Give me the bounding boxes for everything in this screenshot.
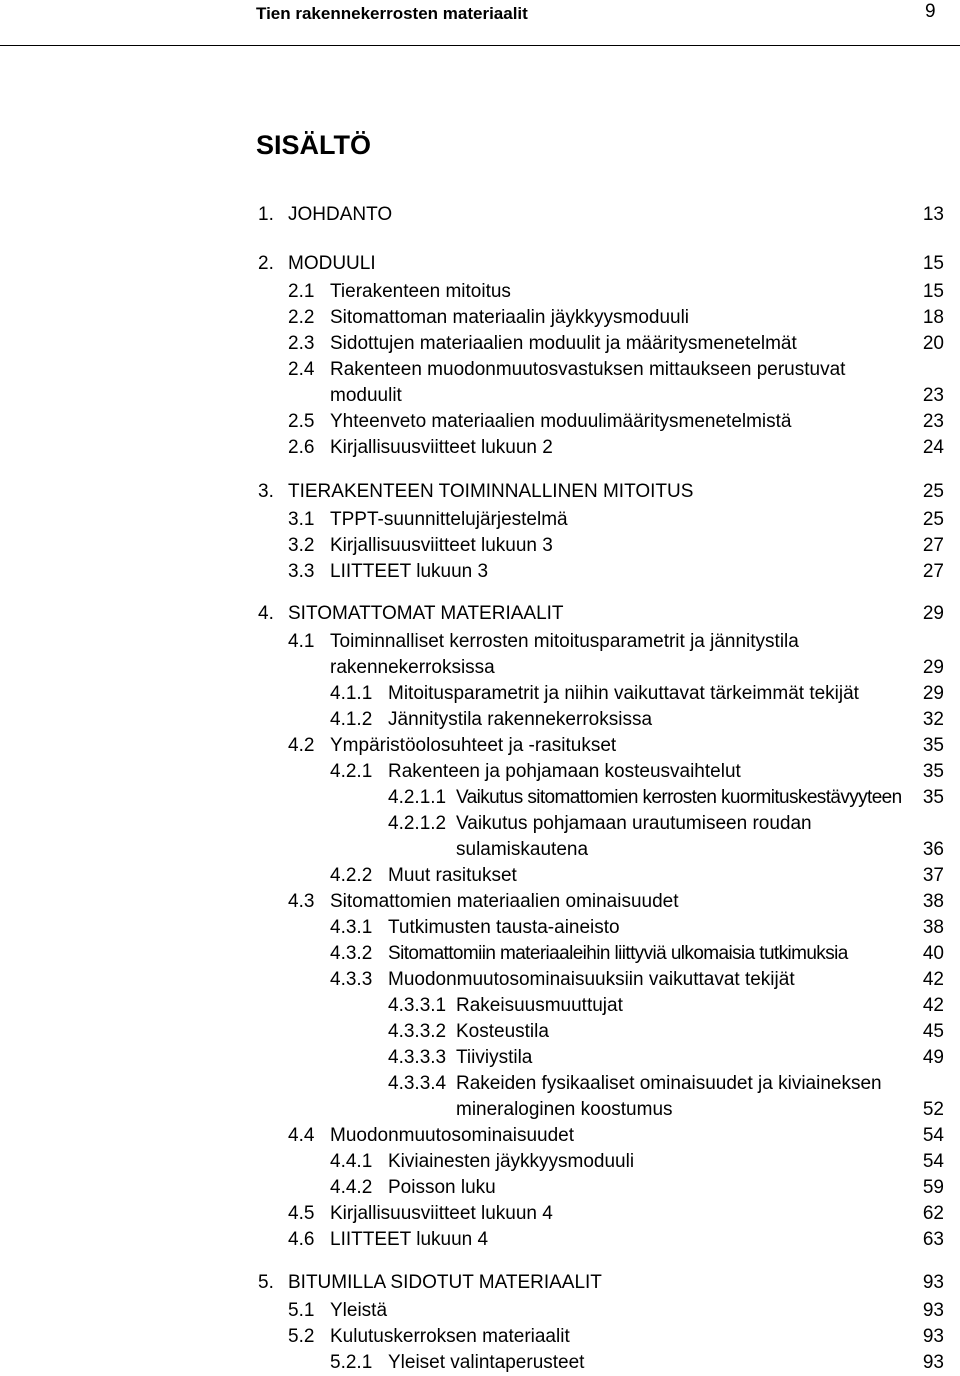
toc-entry-page: 93 xyxy=(922,1352,944,1373)
toc-entry-page: 62 xyxy=(922,1203,944,1224)
toc-entry-number: 4.3.3 xyxy=(330,969,373,990)
toc-entry-page: 49 xyxy=(922,1047,944,1068)
toc-entry xyxy=(0,306,944,330)
toc-entry-number: 3.2 xyxy=(288,535,315,556)
toc-entry-page: 93 xyxy=(922,1300,944,1321)
toc-entry-number: 2.4 xyxy=(288,359,315,380)
toc-entry-number: 4.1 xyxy=(288,631,315,652)
toc-entry-label: JOHDANTO xyxy=(288,204,393,225)
toc-entry xyxy=(0,560,944,584)
toc-entry-number: 3.3 xyxy=(288,561,315,582)
toc-entry-number: 4.3.2 xyxy=(330,943,373,964)
toc-entry-page: 32 xyxy=(922,709,944,730)
toc-entry xyxy=(0,994,944,1018)
toc-entry-label: Muodonmuutosominaisuuksiin vaikuttavat tekijät xyxy=(388,969,795,990)
toc-entry xyxy=(0,1124,944,1148)
toc-entry-label: SITOMATTOMAT MATERIAALIT xyxy=(288,603,564,624)
toc-entry-page: 35 xyxy=(922,787,944,808)
toc-entry xyxy=(0,1020,944,1044)
toc-entry-label: Sidottujen materiaalien moduulit ja määritysmenetelmät xyxy=(330,333,797,354)
toc-entry-page: 29 xyxy=(922,603,944,624)
toc-entry-label: Yleiset valintaperusteet xyxy=(388,1352,585,1373)
toc-entry-label: Rakenteen muodonmuutosvastuksen mittaukseen perustuvat xyxy=(330,359,846,380)
toc-entry-label: Kiviainesten jäykkyysmoduuli xyxy=(388,1151,635,1172)
toc-entry-page: 59 xyxy=(922,1177,944,1198)
toc-entry-label: BITUMILLA SIDOTUT MATERIAALIT xyxy=(288,1272,602,1293)
toc-entry-label: sulamiskautena xyxy=(456,839,589,860)
toc-entry xyxy=(0,410,944,434)
toc-entry-page: 42 xyxy=(922,969,944,990)
toc-entry-page: 37 xyxy=(922,865,944,886)
toc-entry xyxy=(0,708,944,732)
toc-entry-label: Poisson luku xyxy=(388,1177,496,1198)
toc-entry-label: Ympäristöolosuhteet ja -rasitukset xyxy=(330,735,617,756)
toc-entry xyxy=(0,1176,944,1200)
toc-entry-label: Sitomattomiin materiaaleihin liittyviä ulkomaisia tutkimuksia xyxy=(388,943,848,964)
toc-entry xyxy=(0,1098,944,1122)
toc-entry xyxy=(0,436,944,460)
toc-entry xyxy=(0,508,944,532)
toc-entry xyxy=(0,203,944,227)
toc-entry-label: LIITTEET lukuun 4 xyxy=(330,1229,489,1250)
toc-entry-label: Rakeiden fysikaaliset ominaisuudet ja kiviaineksen xyxy=(456,1073,882,1094)
toc-entry-page: 40 xyxy=(922,943,944,964)
toc-entry xyxy=(0,332,944,356)
toc-entry-number: 2.1 xyxy=(288,281,315,302)
toc-entry-number: 4.1.2 xyxy=(330,709,373,730)
toc-entry xyxy=(0,734,944,758)
toc-entry-page: 13 xyxy=(922,204,944,225)
toc-entry xyxy=(0,968,944,992)
toc-entry-number: 4.3.3.1 xyxy=(388,995,447,1016)
toc-entry-label: Tiiviystila xyxy=(456,1047,533,1068)
toc-entry-label: mineraloginen koostumus xyxy=(456,1099,673,1120)
toc-entry-label: TPPT-suunnittelujärjestelmä xyxy=(330,509,568,530)
toc-entry xyxy=(0,630,944,654)
toc-entry-number: 5.2.1 xyxy=(330,1352,373,1373)
toc-entry-number: 4.2.2 xyxy=(330,865,373,886)
toc-entry-number: 4.4 xyxy=(288,1125,315,1146)
toc-entry-page: 54 xyxy=(922,1151,944,1172)
toc-entry-page: 29 xyxy=(922,683,944,704)
toc-entry xyxy=(0,1150,944,1174)
toc-entry-number: 4.2 xyxy=(288,735,315,756)
toc-entry-label: Rakeisuusmuuttujat xyxy=(456,995,623,1016)
toc-entry-page: 93 xyxy=(922,1272,944,1293)
toc-entry-page: 18 xyxy=(922,307,944,328)
toc-entry-page: 15 xyxy=(922,253,944,274)
toc-entry-page: 35 xyxy=(922,735,944,756)
toc-entry-number: 4.6 xyxy=(288,1229,315,1250)
toc-entry-page: 25 xyxy=(922,481,944,502)
toc-entry xyxy=(0,864,944,888)
toc-entry-page: 63 xyxy=(922,1229,944,1250)
toc-entry xyxy=(0,252,944,276)
toc-entry-label: Mitoitusparametrit ja niihin vaikuttavat tärkeimmät tekijät xyxy=(388,683,859,704)
toc-entry xyxy=(0,1271,944,1295)
toc-entry xyxy=(0,534,944,558)
toc-entry xyxy=(0,280,944,304)
toc-entry xyxy=(0,1072,944,1096)
toc-entry-page: 23 xyxy=(922,411,944,432)
toc-entry-label: Muut rasitukset xyxy=(388,865,517,886)
toc-entry-page: 52 xyxy=(922,1099,944,1120)
toc-entry-label: moduulit xyxy=(330,385,402,406)
toc-entry xyxy=(0,480,944,504)
toc-entry-label: Vaikutus pohjamaan urautumiseen roudan xyxy=(456,813,812,834)
toc-entry-label: LIITTEET lukuun 3 xyxy=(330,561,489,582)
toc-entry xyxy=(0,656,944,680)
toc-entry-page: 36 xyxy=(922,839,944,860)
toc-entry xyxy=(0,1351,944,1375)
toc-entry-number: 2.6 xyxy=(288,437,315,458)
toc-entry-page: 38 xyxy=(922,917,944,938)
toc-entry-label: Yleistä xyxy=(330,1300,388,1321)
toc-entry-page: 38 xyxy=(922,891,944,912)
toc-entry-number: 5. xyxy=(258,1272,274,1293)
toc-entry-number: 4.2.1.1 xyxy=(388,787,447,808)
toc-entry-page: 23 xyxy=(922,385,944,406)
toc-entry-label: Kirjallisuusviitteet lukuun 2 xyxy=(330,437,553,458)
toc-title: SISÄLTÖ xyxy=(256,130,372,160)
toc-entry-label: Rakenteen ja pohjamaan kosteusvaihtelut xyxy=(388,761,741,782)
toc-entry xyxy=(0,890,944,914)
toc-entry-page: 20 xyxy=(922,333,944,354)
toc-entry-label: Kirjallisuusviitteet lukuun 3 xyxy=(330,535,553,556)
toc-entry xyxy=(0,1046,944,1070)
toc-entry-number: 1. xyxy=(258,204,274,225)
toc-entry-label: Kulutuskerroksen materiaalit xyxy=(330,1326,570,1347)
toc-entry-number: 5.1 xyxy=(288,1300,315,1321)
toc-entry-label: Toiminnalliset kerrosten mitoitusparametrit ja jännitystila xyxy=(330,631,799,652)
toc-entry-number: 4.3.3.3 xyxy=(388,1047,447,1068)
toc-entry-number: 4.2.1 xyxy=(330,761,373,782)
toc-entry-label: Sitomattoman materiaalin jäykkyysmoduuli xyxy=(330,307,690,328)
toc-entry-number: 4.4.1 xyxy=(330,1151,373,1172)
toc-entry-number: 4.5 xyxy=(288,1203,315,1224)
toc-entry-number: 3.1 xyxy=(288,509,315,530)
toc-entry-number: 5.2 xyxy=(288,1326,315,1347)
toc-entry-page: 27 xyxy=(922,561,944,582)
toc-entry xyxy=(0,812,944,836)
toc-entry-label: Yhteenveto materiaalien moduulimääritysmenetelmistä xyxy=(330,411,792,432)
toc-entry xyxy=(0,1299,944,1323)
toc-entry-label: TIERAKENTEEN TOIMINNALLINEN MITOITUS xyxy=(288,481,694,502)
toc-entry-number: 4.3.3.2 xyxy=(388,1021,447,1042)
toc-entry xyxy=(0,1202,944,1226)
toc-entry-number: 3. xyxy=(258,481,274,502)
toc-entry xyxy=(0,942,944,966)
toc-entry-label: Sitomattomien materiaalien ominaisuudet xyxy=(330,891,679,912)
toc-entry xyxy=(0,1228,944,1252)
toc-entry-number: 4. xyxy=(258,603,274,624)
toc-entry xyxy=(0,602,944,626)
toc-entry-page: 24 xyxy=(922,437,944,458)
toc-entry-label: Tutkimusten tausta-aineisto xyxy=(388,917,620,938)
toc-entry-page: 35 xyxy=(922,761,944,782)
toc-entry-label: Vaikutus sitomattomien kerrosten kuormituskestävyyteen xyxy=(456,787,902,808)
toc-entry-page: 42 xyxy=(922,995,944,1016)
toc-entry-number: 2. xyxy=(258,253,274,274)
running-title: Tien rakennekerrosten materiaalit xyxy=(256,4,528,23)
page-number: 9 xyxy=(925,1,936,22)
toc-entry-number: 4.2.1.2 xyxy=(388,813,447,834)
toc-entry-label: MODUULI xyxy=(288,253,376,274)
toc-entry-number: 4.3.1 xyxy=(330,917,373,938)
toc-entry-number: 4.1.1 xyxy=(330,683,373,704)
toc-entry xyxy=(0,1325,944,1349)
toc-entry-page: 15 xyxy=(922,281,944,302)
toc-entry xyxy=(0,682,944,706)
toc-entry-number: 2.3 xyxy=(288,333,315,354)
toc-entry-number: 2.2 xyxy=(288,307,315,328)
toc-entry-label: Muodonmuutosominaisuudet xyxy=(330,1125,574,1146)
toc-entry xyxy=(0,358,944,382)
toc-entry xyxy=(0,838,944,862)
toc-entry-number: 4.4.2 xyxy=(330,1177,373,1198)
toc-entry-number: 2.5 xyxy=(288,411,315,432)
toc-entry-page: 27 xyxy=(922,535,944,556)
toc-entry-number: 4.3 xyxy=(288,891,315,912)
toc-entry-number: 4.3.3.4 xyxy=(388,1073,447,1094)
toc-entry-page: 25 xyxy=(922,509,944,530)
toc-entry-label: Jännitystila rakennekerroksissa xyxy=(388,709,653,730)
toc-entry xyxy=(0,384,944,408)
toc-entry-page: 54 xyxy=(922,1125,944,1146)
toc-entry xyxy=(0,760,944,784)
toc-entry-page: 93 xyxy=(922,1326,944,1347)
toc-entry xyxy=(0,916,944,940)
toc-entry-label: rakennekerroksissa xyxy=(330,657,495,678)
toc-entry-label: Kirjallisuusviitteet lukuun 4 xyxy=(330,1203,553,1224)
toc-entry-label: Kosteustila xyxy=(456,1021,549,1042)
toc-entry-label: Tierakenteen mitoitus xyxy=(330,281,511,302)
toc-entry-page: 45 xyxy=(922,1021,944,1042)
toc-entry-page: 29 xyxy=(922,657,944,678)
toc-entry xyxy=(0,786,944,810)
